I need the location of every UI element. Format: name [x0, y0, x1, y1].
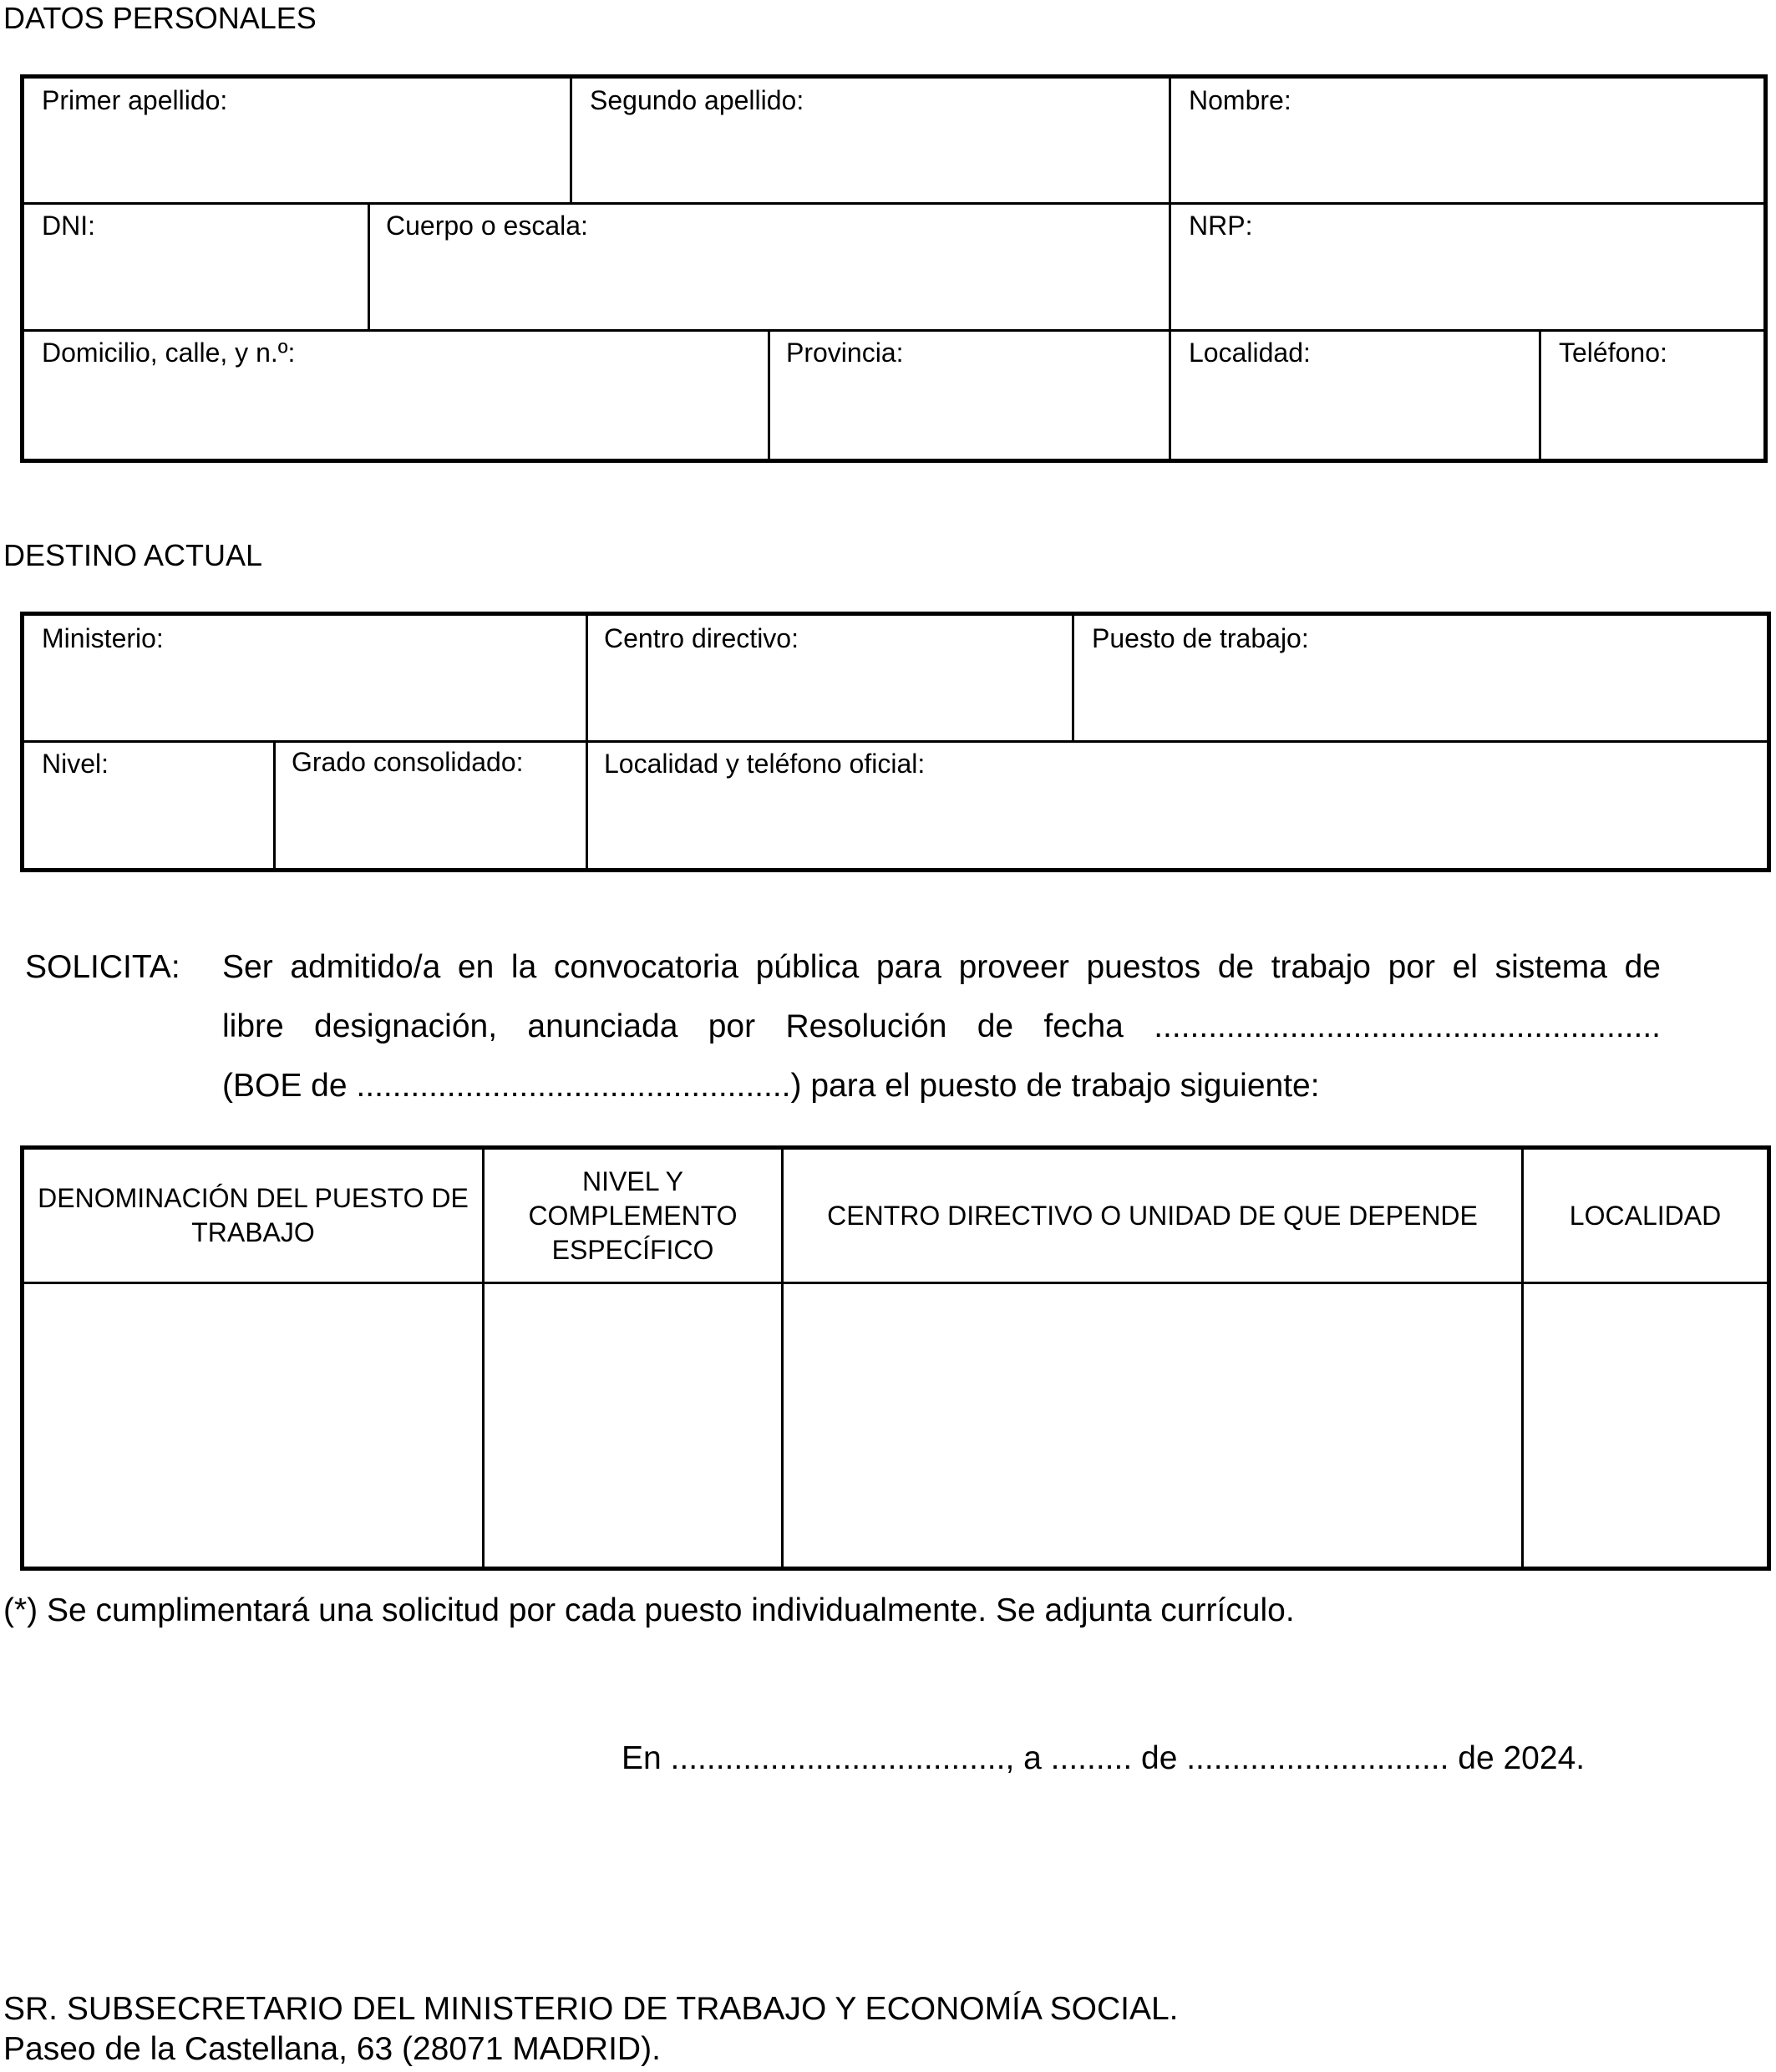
- header-centro-directivo: CENTRO DIRECTIVO O UNIDAD DE QUE DEPENDE: [827, 1200, 1478, 1231]
- primer-apellido-label: Primer apellido:: [42, 85, 228, 115]
- destino-actual-table: [20, 612, 1771, 872]
- footnote: (*) Se cumplimentará una solicitud por cada puesto individualmente. Se adjunta currículo.: [3, 1592, 1295, 1628]
- solicita-line-1: Ser admitido/a en la convocatoria pública para proveer puestos de trabajo por el sistema de: [222, 949, 1661, 985]
- header-nivel-complemento: NIVEL Y COMPLEMENTO ESPECÍFICO: [528, 1166, 738, 1265]
- solicita-label: SOLICITA:: [25, 949, 180, 985]
- grado-consolidado-label: Grado consolidado:: [292, 747, 524, 777]
- row-divider: [24, 740, 1767, 743]
- nrp-label: NRP:: [1189, 211, 1253, 241]
- date-line: En ....................................., a ......... de ............................. de 2024.: [622, 1740, 1586, 1776]
- header-localidad: LOCALIDAD: [1569, 1200, 1722, 1231]
- puesto-solicitado-table: [20, 1145, 1771, 1571]
- solicita-line-2: libre designación, anunciada por Resolución de fecha ........................................................: [222, 1008, 1661, 1044]
- column-divider: [273, 742, 276, 868]
- provincia-label: Provincia:: [786, 338, 904, 368]
- column-divider: [1539, 331, 1541, 459]
- destino-actual-heading: DESTINO ACTUAL: [3, 538, 263, 572]
- solicita-line-3: (BOE de ................................................) para el puesto de trabajo siguiente:: [222, 1068, 1320, 1104]
- row-divider: [24, 202, 1763, 205]
- centro-directivo-label: Centro directivo:: [604, 623, 799, 653]
- personal-data-table: [20, 74, 1768, 463]
- segundo-apellido-label: Segundo apellido:: [590, 85, 804, 115]
- domicilio-label: Domicilio, calle, y n.º:: [42, 338, 296, 368]
- localidad-field[interactable]: [1524, 1284, 1767, 1567]
- dni-label: DNI:: [42, 211, 95, 241]
- column-divider: [768, 331, 770, 459]
- puesto-trabajo-label: Puesto de trabajo:: [1092, 623, 1309, 653]
- cuerpo-escala-label: Cuerpo o escala:: [386, 211, 588, 241]
- telefono-label: Teléfono:: [1559, 338, 1667, 368]
- header-denominacion: DENOMINACIÓN DEL PUESTO DE TRABAJO: [38, 1183, 469, 1247]
- column-divider: [368, 204, 370, 331]
- ministerio-label: Ministerio:: [42, 623, 164, 653]
- localidad-telefono-label: Localidad y teléfono oficial:: [604, 749, 926, 779]
- localidad-label: Localidad:: [1189, 338, 1311, 368]
- addressee-line-1: SR. SUBSECRETARIO DEL MINISTERIO DE TRABAJO Y ECONOMÍA SOCIAL.: [3, 1991, 1179, 2027]
- row-divider: [24, 329, 1763, 332]
- column-divider: [1072, 616, 1074, 742]
- nivel-label: Nivel:: [42, 749, 109, 779]
- column-divider: [1169, 79, 1171, 459]
- column-divider: [570, 79, 572, 204]
- centro-directivo-field[interactable]: [784, 1284, 1521, 1567]
- addressee-line-2: Paseo de la Castellana, 63 (28071 MADRID).: [3, 2031, 661, 2067]
- personal-data-heading: DATOS PERSONALES: [3, 1, 317, 35]
- nombre-label: Nombre:: [1189, 85, 1291, 115]
- column-divider: [586, 616, 588, 868]
- nivel-complemento-field[interactable]: [485, 1284, 781, 1567]
- denominacion-field[interactable]: [24, 1284, 482, 1567]
